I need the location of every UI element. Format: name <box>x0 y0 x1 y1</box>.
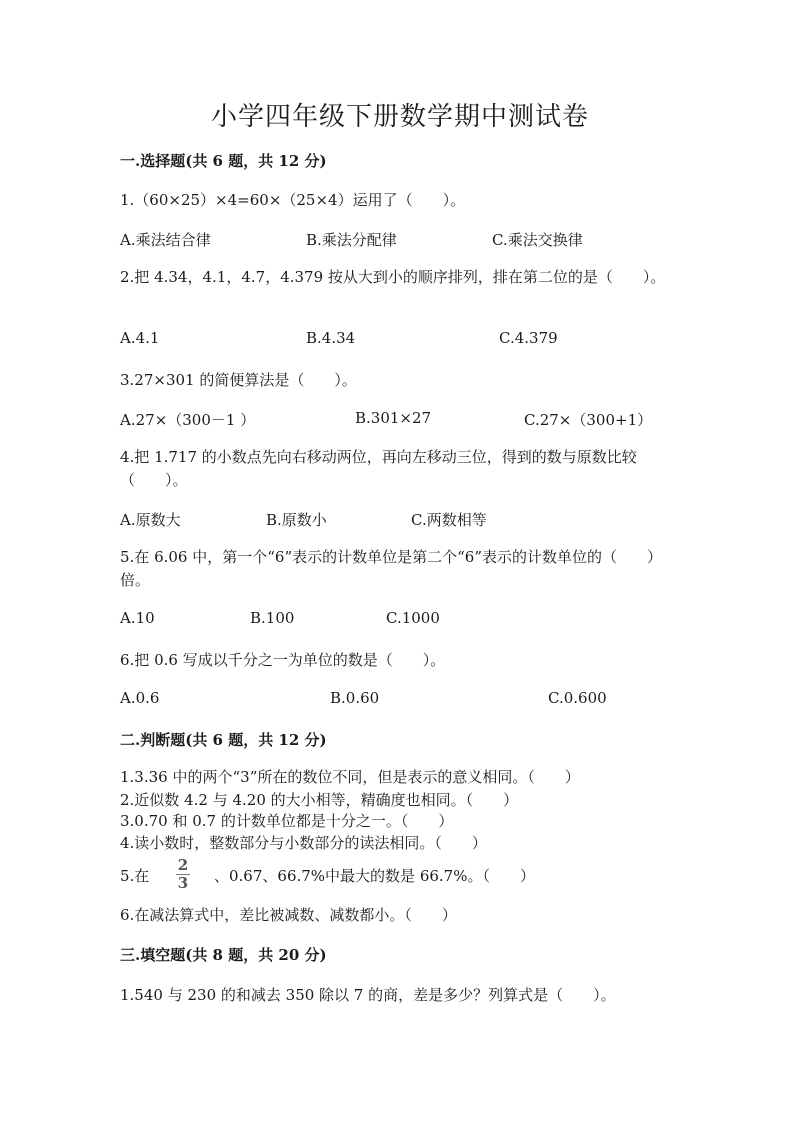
judge-question-6: 6.在减法算式中，差比被减数、减数都小。（ ） <box>120 906 457 924</box>
choice-q5-option-c: C.1000 <box>386 609 440 627</box>
page-title: 小学四年级下册数学期中测试卷 <box>210 102 589 132</box>
choice-question-2: 2.把 4.34，4.1，4.7，4.379 按从大到小的顺序排列，排在第二位的是（ ）。 <box>120 268 666 286</box>
fraction-two-thirds <box>175 857 191 892</box>
fraction-numerator: 2 <box>177 856 189 874</box>
choice-q4-option-c: C.两数相等 <box>411 511 487 529</box>
choice-q1-option-c: C.乘法交换律 <box>492 231 583 249</box>
choice-q1-option-a: A.乘法结合律 <box>120 231 211 249</box>
choice-question-4: 4.把 1.717 的小数点先向右移动两位，再向左移动三位，得到的数与原数比较（ ）。 <box>120 448 637 489</box>
choice-q4-option-a: A.原数大 <box>120 511 181 529</box>
judge-q5-prefix: 5.在 <box>120 867 150 885</box>
choice-q6-option-a: A.0.6 <box>120 689 160 707</box>
choice-question-1: 1.（60×25）×4=60×（25×4）运用了（ ）。 <box>120 191 466 209</box>
choice-q2-option-a: A.4.1 <box>120 329 160 347</box>
section-heading-fill: 三.填空题(共 8 题，共 20 分) <box>120 946 327 964</box>
judge-question-1: 1.3.36 中的两个“3”所在的数位不同，但是表示的意义相同。（ ） <box>120 768 580 786</box>
choice-q4-option-b: B.原数小 <box>266 511 327 529</box>
fraction-denominator: 3 <box>177 874 189 892</box>
judge-question-4: 4.读小数时，整数部分与小数部分的读法相同。（ ） <box>120 834 487 852</box>
choice-q3-option-a: A.27×（300－1 ） <box>120 411 256 429</box>
choice-q2-option-b: B.4.34 <box>306 329 356 347</box>
choice-q5-option-b: B.100 <box>250 609 295 627</box>
judge-question-2: 2.近似数 4.2 与 4.20 的大小相等，精确度也相同。（ ） <box>120 791 519 809</box>
choice-q6-option-b: B.0.60 <box>330 689 380 707</box>
choice-q3-option-c: C.27×（300+1） <box>524 411 653 429</box>
choice-q3-option-b: B.301×27 <box>355 409 432 427</box>
choice-q6-option-c: C.0.600 <box>548 689 607 707</box>
judge-question-3: 3.0.70 和 0.7 的计数单位都是十分之一。（ ） <box>120 812 454 830</box>
choice-q5-option-a: A.10 <box>120 609 155 627</box>
choice-question-3: 3.27×301 的简便算法是（ ）。 <box>120 371 357 389</box>
choice-question-6: 6.把 0.6 写成以千分之一为单位的数是（ ）。 <box>120 651 446 669</box>
section-heading-judge: 二.判断题(共 6 题，共 12 分) <box>120 731 327 749</box>
choice-question-5: 5.在 6.06 中，第一个“6”表示的计数单位是第二个“6”表示的计数单位的（ ）倍。 <box>120 548 663 589</box>
fill-question-1: 1.540 与 230 的和减去 350 除以 7 的商，差是多少？列算式是（ ）。 <box>120 986 616 1004</box>
choice-q2-option-c: C.4.379 <box>499 329 558 347</box>
judge-q5-suffix: 、0.67、66.7%中最大的数是 66.7%。（ ） <box>214 867 535 885</box>
section-heading-choice: 一.选择题(共 6 题，共 12 分) <box>120 152 327 170</box>
choice-q1-option-b: B.乘法分配律 <box>306 231 397 249</box>
